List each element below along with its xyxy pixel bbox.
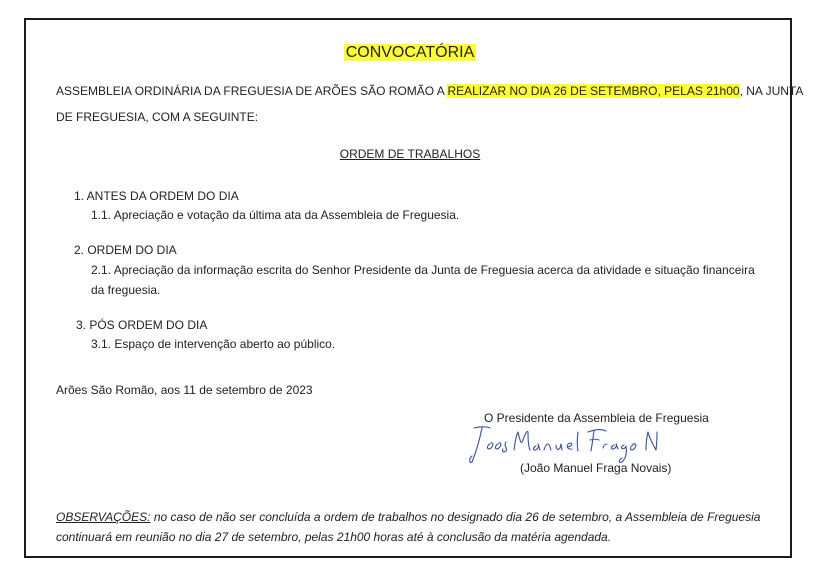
- item-3-1: 3.1. Espaço de intervenção aberto ao público.: [91, 337, 336, 351]
- item-3-heading: 3. PÓS ORDEM DO DIA: [76, 318, 208, 332]
- intro-line-1: ASSEMBLEIA ORDINÁRIA DA FREGUESIA DE ARÕES SÃO ROMÃO A REALIZAR NO DIA 26 DE SETEMBRO, PELAS 21h00, NA JUNTA: [56, 84, 804, 98]
- document-title: CONVOCATÓRIA: [345, 44, 475, 61]
- intro-line-2: DE FREGUESIA, COM A SEGUINTE:: [56, 110, 259, 124]
- highlighted-date: REALIZAR NO DIA 26 DE SETEMBRO, PELAS 21h00: [447, 84, 740, 98]
- signatory-name: (João Manuel Fraga Novais): [520, 461, 672, 475]
- date-line: Arões São Romão, aos 11 de setembro de 2023: [56, 383, 313, 397]
- item-2-1-cont: da freguesia.: [91, 283, 161, 297]
- observations-label: OBSERVAÇÕES:: [56, 510, 151, 524]
- item-1-heading: 1. ANTES DA ORDEM DO DIA: [74, 189, 239, 203]
- item-2-1: 2.1. Apreciação da informação escrita do Senhor Presidente da Junta de Freguesia acerca da atividade e situação financeira: [91, 263, 755, 277]
- observations-line-1: OBSERVAÇÕES: no caso de não ser concluída a ordem de trabalhos no designado dia 26 de setembro, a Assembleia de Freguesia: [56, 510, 761, 524]
- signatory-role: O Presidente da Assembleia de Freguesia: [484, 411, 709, 425]
- item-2-heading: 2. ORDEM DO DIA: [74, 243, 177, 257]
- section-title: ORDEM DE TRABALHOS: [339, 147, 481, 161]
- observations-line-2: continuará em reunião no dia 27 de setembro, pelas 21h00 horas até à conclusão da matéria agendada.: [56, 530, 612, 544]
- item-1-1: 1.1. Apreciação e votação da última ata da Assembleia de Freguesia.: [91, 208, 460, 222]
